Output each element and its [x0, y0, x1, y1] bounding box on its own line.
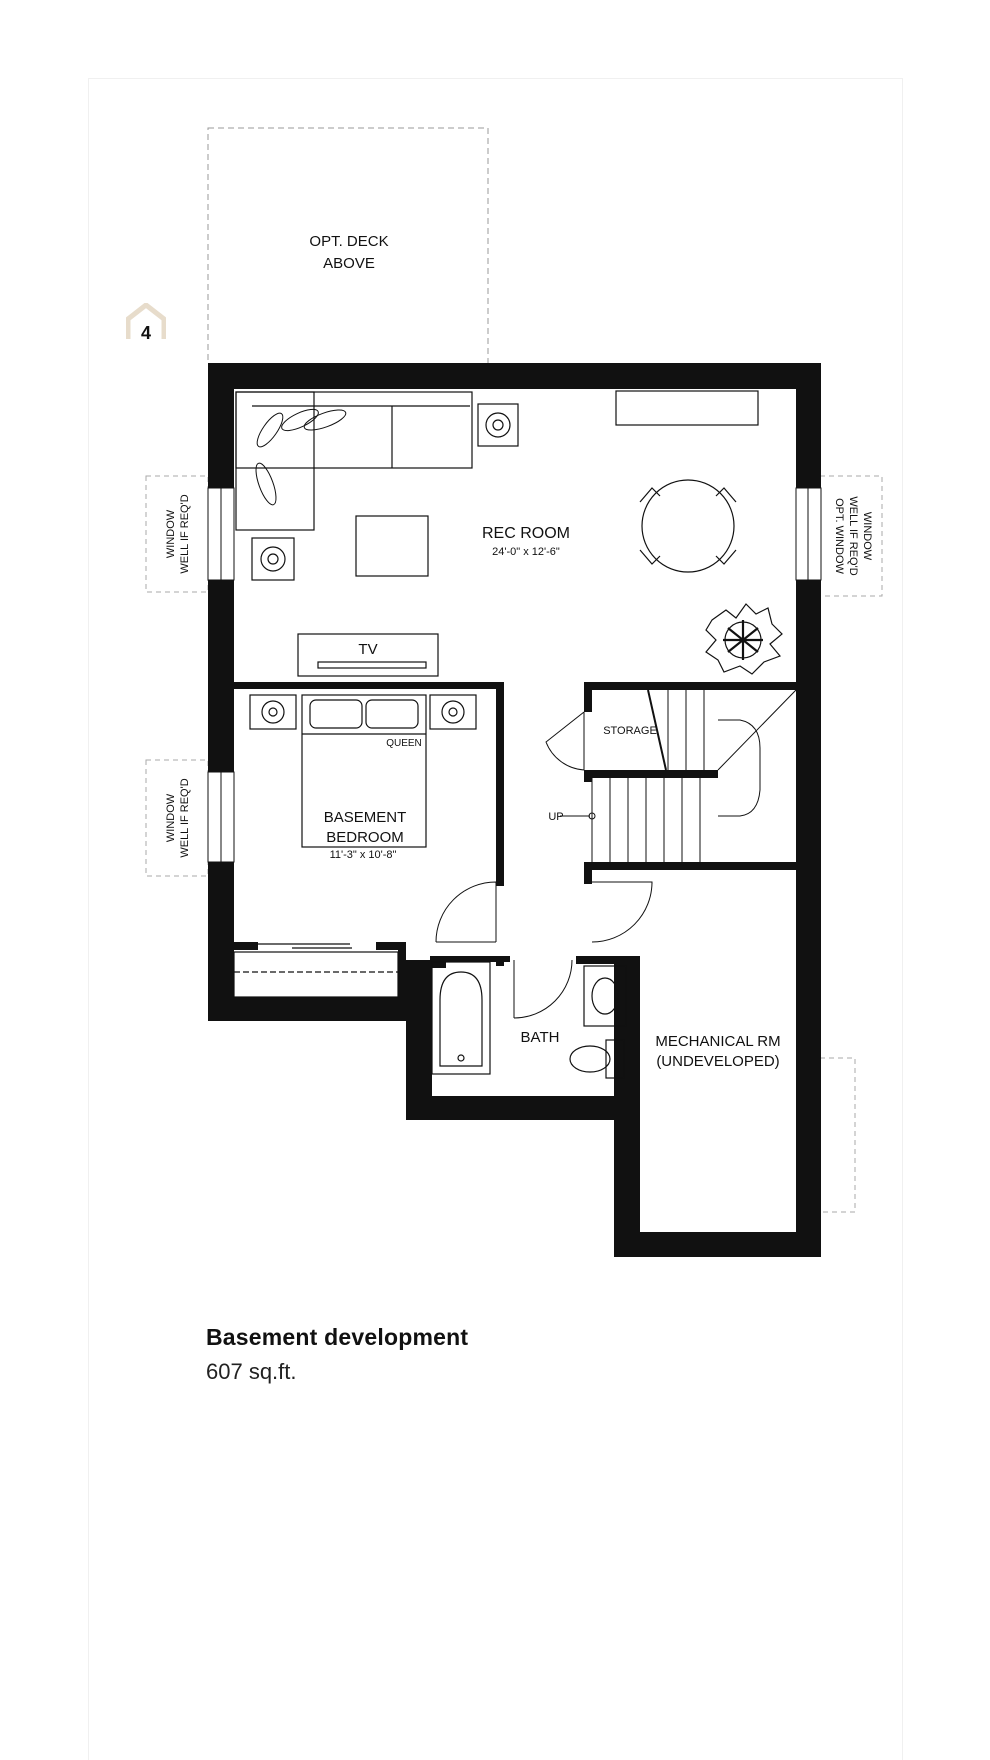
window-left-top-label-1: WINDOW	[165, 509, 177, 559]
plan-caption	[206, 1324, 468, 1385]
end-table-2	[252, 538, 294, 580]
up-label: UP	[548, 811, 564, 823]
bedroom-label-1: BASEMENT	[323, 809, 407, 826]
console	[616, 391, 758, 425]
rec-room-dims: 24'-0" x 12'-6"	[492, 546, 560, 558]
dining-table	[642, 480, 734, 572]
walls	[208, 363, 821, 1257]
bedroom-door	[436, 882, 496, 942]
hall-door	[592, 882, 652, 942]
window-left-bottom-label-2: WELL IF REQ'D	[179, 778, 191, 858]
nightstand-right	[430, 695, 476, 729]
deck-label-1: OPT. DECK	[309, 233, 389, 250]
window-left-bottom-label-1: WINDOW	[165, 793, 177, 843]
bedroom-dims: 11'-3" x 10'-8"	[329, 849, 397, 861]
bath-door	[514, 960, 572, 1018]
window-left-top-label-2: WELL IF REQ'D	[179, 494, 191, 574]
storage-door	[546, 712, 584, 770]
sofa	[236, 392, 472, 468]
window-well-right-lower	[820, 1058, 855, 1212]
bath-label: BATH	[520, 1029, 560, 1046]
bathtub	[432, 962, 490, 1074]
mechanical-label-1: MECHANICAL RM	[655, 1033, 781, 1050]
tv-label: TV	[358, 641, 378, 658]
caption-title: Basement development	[206, 1324, 469, 1350]
queen-label: QUEEN	[386, 738, 422, 749]
mechanical-label-2: (UNDEVELOPED)	[656, 1053, 780, 1070]
window-right-label-1: WINDOW	[861, 511, 873, 561]
level-number: 4	[140, 323, 151, 343]
window-right-label-2: WELL IF REQ'D	[847, 496, 859, 576]
bedroom-label-2: BEDROOM	[326, 829, 404, 846]
window-well-left-top	[146, 476, 208, 592]
end-table-1	[478, 404, 518, 446]
storage-label: STORAGE	[603, 725, 657, 737]
deck-label-2: ABOVE	[323, 255, 375, 272]
nightstand-left	[250, 695, 296, 729]
plant-icon	[706, 604, 782, 674]
window-well-left-bottom	[146, 760, 208, 876]
window-right-label-3: OPT. WINDOW	[833, 498, 845, 574]
rec-room-label: REC ROOM	[482, 525, 570, 542]
coffee-table	[356, 516, 428, 576]
caption-area: 607 sq.ft.	[206, 1359, 297, 1384]
